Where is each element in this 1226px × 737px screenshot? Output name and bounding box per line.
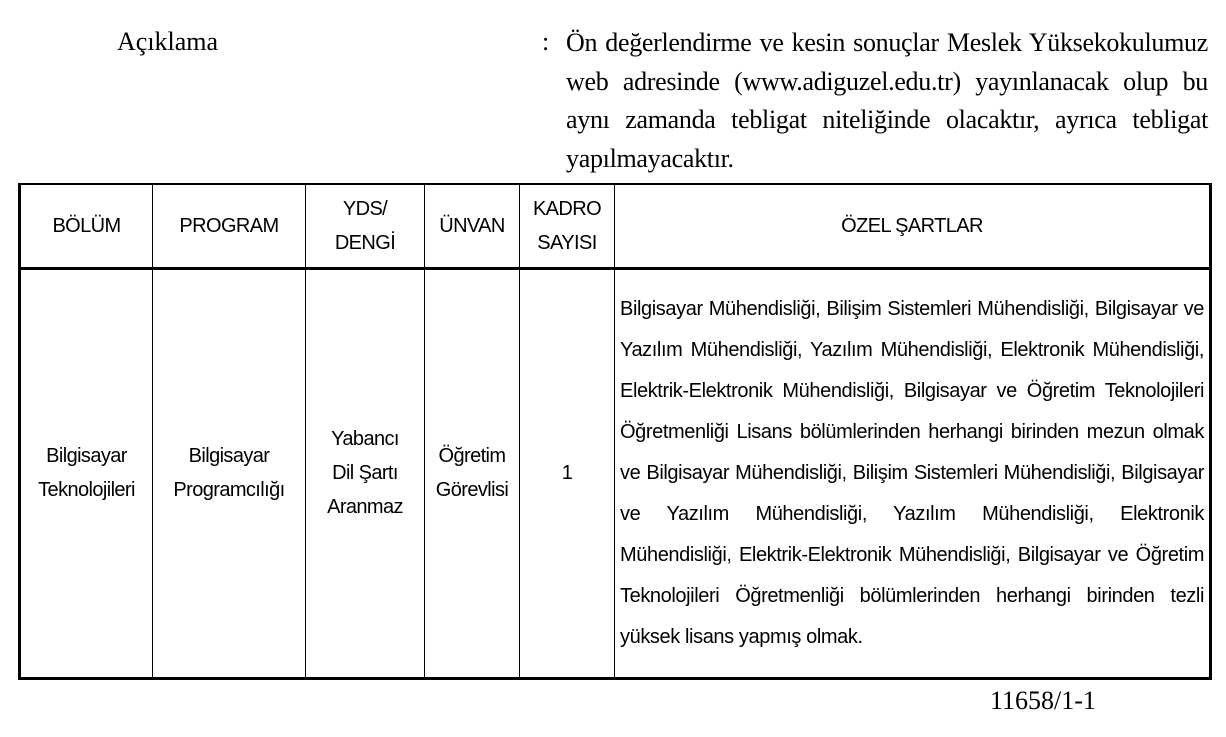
header-yds-line2: DENGİ — [334, 231, 396, 254]
header-yds-line1: YDS/ — [342, 197, 388, 220]
header-bolum — [20, 184, 153, 268]
header-program — [153, 184, 306, 268]
header-kadro-line2: SAYISI — [537, 231, 597, 254]
cell-bolum — [20, 268, 153, 678]
cell-ozel-sartlar: Bilgisayar Mühendisliği, Bilişim Sistemleri Mühendisliği, Bilgisayar ve Yazılım Mühendisliği, Yazılım Mühendisliği, Elektronik Mühendisliği, Elektrik-Elektronik Mühendisliği, Bilgisayar ve Öğretim Teknolojileri Öğretmenliği Lisans bölümlerinden herhangi birinden mezun olmak ve Bilgisayar Mühendisliği, Bilişim Sistemleri Mühendisliği, Bilgisayar ve Yazılım Mühendisliği, Yazılım Mühendisliği, Elektronik Mühendisliği, Elektrik-Elektronik Mühendisliği, Bilgisayar ve Öğretim Teknolojileri Öğretmenliği bölümlerinden herhangi birinden tezli yüksek lisans yapmış olmak. — [615, 268, 1211, 678]
explanation-separator: : — [542, 27, 550, 56]
cell-program-line2: Programcılığı — [173, 479, 285, 501]
cell-program-line1: Bilgisayar — [188, 445, 270, 467]
header-kadro-line1: KADRO — [532, 197, 602, 220]
header-yds — [306, 184, 425, 268]
cell-program — [153, 268, 306, 678]
header-unvan-label: ÜNVAN — [439, 214, 505, 237]
header-bolum-label: BÖLÜM — [52, 214, 121, 237]
document-number: 11658/1-1 — [990, 686, 1096, 715]
cell-yds-line3: Aranmaz — [327, 496, 403, 518]
cell-yds-line2: Dil Şartı — [332, 462, 398, 484]
header-unvan — [425, 184, 520, 268]
cell-yds-line1: Yabancı — [331, 428, 399, 450]
cell-yds — [306, 268, 425, 678]
explanation-label: Açıklama — [117, 27, 219, 56]
header-program-label: PROGRAM — [179, 214, 279, 237]
header-ozel-sartlar-label: ÖZEL ŞARTLAR — [841, 214, 983, 237]
cell-bolum-line2: Teknolojileri — [38, 479, 135, 501]
cell-kadro-sayisi: 1 — [520, 268, 615, 678]
table-header-row — [20, 184, 1211, 268]
cell-bolum-line1: Bilgisayar — [46, 445, 127, 467]
cell-unvan-line1: Öğretim — [438, 445, 506, 467]
position-table — [18, 183, 1212, 680]
cell-unvan — [425, 268, 520, 678]
header-ozel-sartlar — [615, 184, 1211, 268]
header-kadro — [520, 184, 615, 268]
explanation-text: Ön değerlendirme ve kesin sonuçlar Meslek Yüksekokulumuz web adresinde (www.adiguzel.edu.tr) yayınlanacak olup bu aynı zamanda tebligat niteliğinde olacaktır, ayrıca tebligat yapılmayacaktır. — [566, 28, 1208, 173]
table-row — [20, 268, 1211, 678]
cell-unvan-line2: Görevlisi — [435, 479, 509, 501]
